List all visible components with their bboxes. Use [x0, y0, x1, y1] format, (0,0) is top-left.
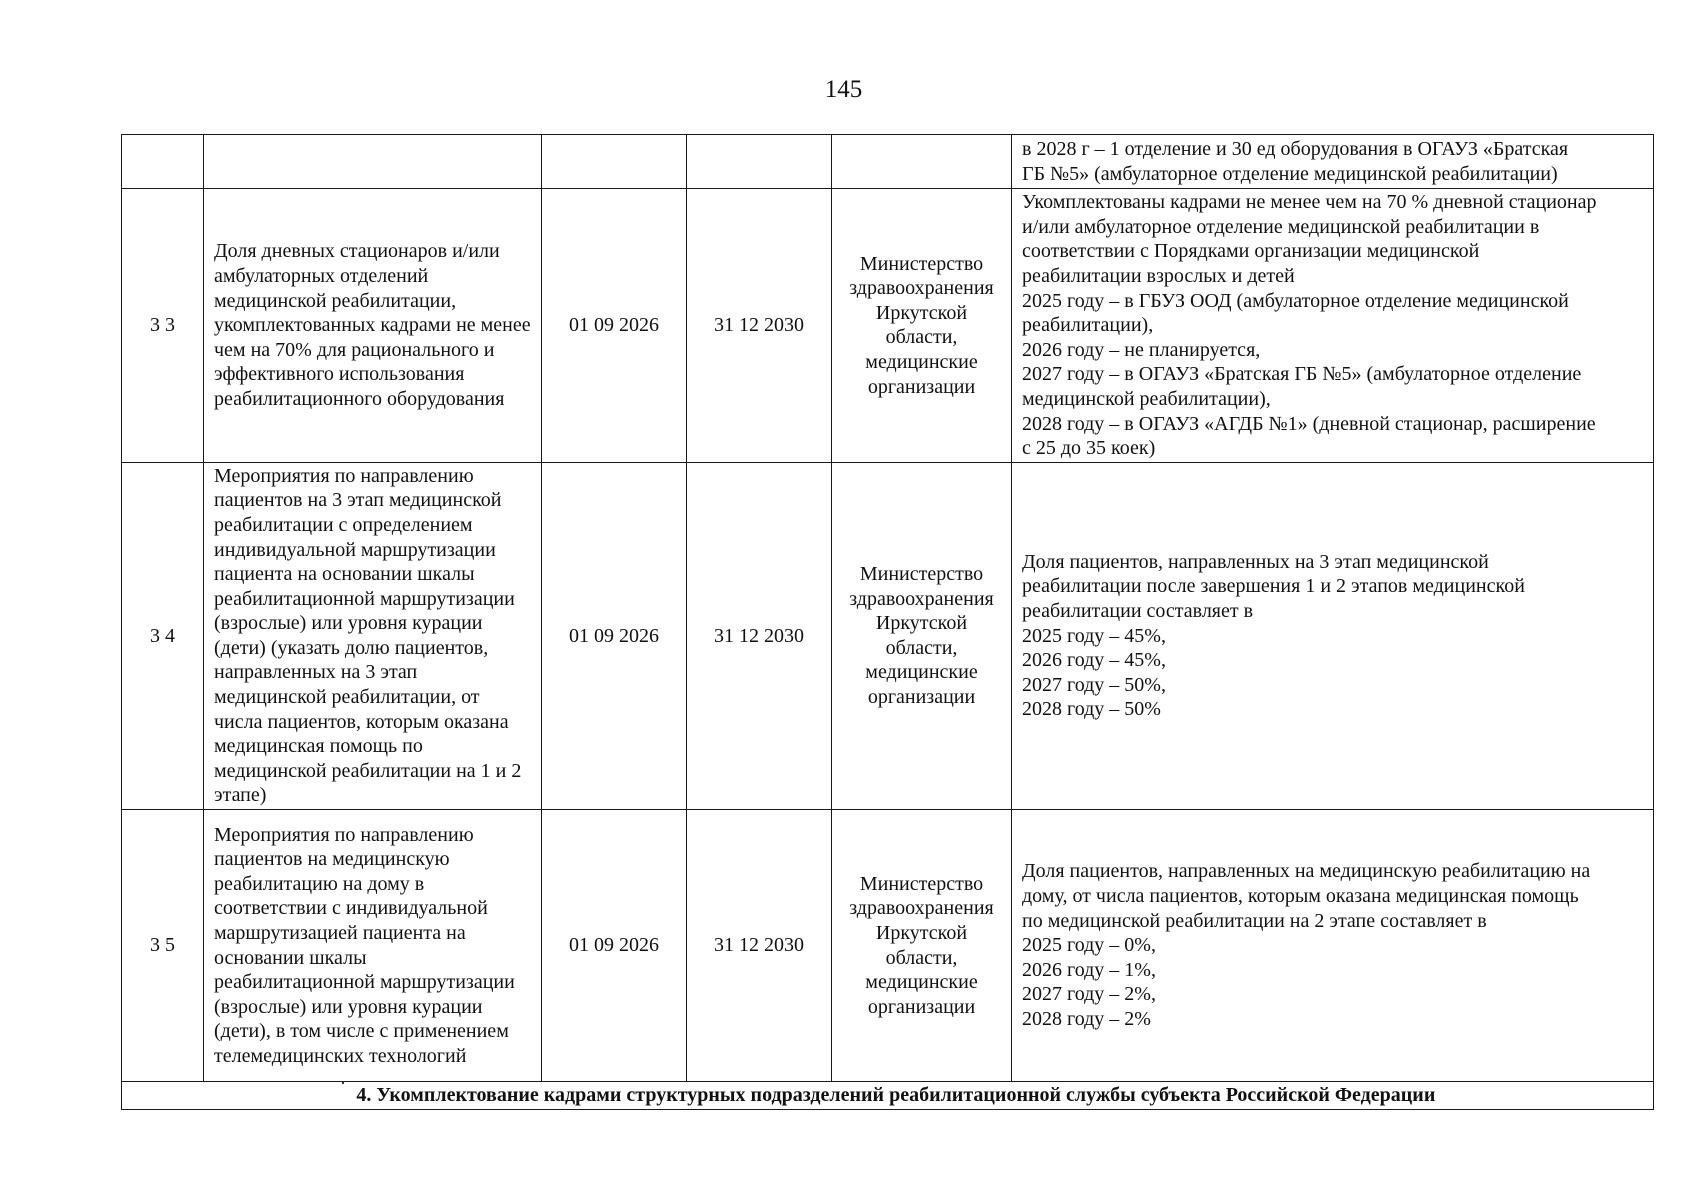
table-row [122, 810, 1654, 1082]
result-line: в 2028 г – 1 отделение и 30 ед оборудования в ОГАУЗ «Братская [1022, 138, 1569, 160]
end-date: 31 12 2030 [687, 462, 832, 809]
empty-cell [122, 135, 204, 189]
result-cell [1012, 135, 1654, 189]
section-heading [122, 1078, 1654, 1110]
start-date: 01 09 2026 [542, 462, 687, 809]
result-line: 2026 году – не планируется, [1022, 338, 1261, 361]
result-line: 2025 году – 45%, [1022, 624, 1166, 647]
row-number: 3 3 [122, 189, 204, 463]
section-title: 4. Укомплектование кадрами структурных подразделений реабилитационной службы субъекта Российской Федерации [356, 1084, 1436, 1107]
start-date: 01 09 2026 [542, 810, 687, 1082]
result-cell [1012, 462, 1654, 809]
result-line: и/или амбулаторное отделение медицинской реабилитации в [1022, 215, 1540, 238]
result-line: Доля пациентов, направленных на 3 этап медицинской [1022, 550, 1489, 573]
result-line: 2026 году – 45%, [1022, 649, 1166, 672]
result-line: дому, от числа пациентов, которым оказана медицинская помощь [1022, 885, 1579, 908]
result-line: 2026 году – 1%, [1022, 958, 1156, 981]
row-number: 3 4 [122, 462, 204, 809]
result-line: Укомплектованы кадрами не менее чем на 70 % дневной стационар [1022, 191, 1597, 214]
result-cell [1012, 810, 1654, 1082]
measures-table [121, 134, 1654, 1110]
measure-name: Мероприятия по направлению пациентов на медицинскую реабилитацию на дому в соответствии с индивидуальной маршрутизацией пациента на основании шкалы реабилитационной маршрутизации (взрослые) или уровня курации (дети), в том числе с применением телемедицинских технологий [204, 810, 542, 1082]
continuation-row [122, 135, 1654, 189]
end-date: 31 12 2030 [687, 810, 832, 1082]
page-number: 145 [824, 76, 863, 103]
responsible: Министерство здравоохранения Иркутской области, медицинские организации [832, 189, 1012, 463]
row-number: 3 5 [122, 810, 204, 1082]
empty-cell [542, 135, 687, 189]
result-line: соответствии с Порядками организации медицинской [1022, 240, 1480, 263]
result-line: реабилитации после завершения 1 и 2 этапов медицинской [1022, 575, 1525, 598]
result-line: ГБ №5» (амбулаторное отделение медицинской реабилитации) [1022, 162, 1558, 185]
responsible: Министерство здравоохранения Иркутской области, медицинские организации [832, 462, 1012, 809]
table-row [122, 189, 1654, 463]
result-line: с 25 до 35 коек) [1022, 437, 1156, 460]
result-line: 2027 году – в ОГАУЗ «Братская ГБ №5» (амбулаторное отделение [1022, 363, 1582, 386]
result-line: 2025 году – 0%, [1022, 934, 1156, 957]
result-line: 2027 году – 2%, [1022, 983, 1156, 1006]
end-date: 31 12 2030 [687, 189, 832, 463]
result-line: 2028 году – в ОГАУЗ «АГДБ №1» (дневной стационар, расширение [1022, 412, 1596, 435]
section-mark: ˙ [339, 1078, 347, 1101]
empty-cell [832, 135, 1012, 189]
result-line: реабилитации), [1022, 314, 1154, 337]
result-line: 2025 году – в ГБУЗ ООД (амбулаторное отделение медицинской [1022, 289, 1569, 312]
result-line: реабилитации взрослых и детей [1022, 264, 1295, 287]
section-row [122, 1082, 1654, 1110]
measure-name: Доля дневных стационаров и/или амбулаторных отделений медицинской реабилитации, укомплектованных кадрами не менее чем на 70% для рационального и эффективного использования реабилитационного оборудования [204, 189, 542, 463]
result-line: 2027 году – 50%, [1022, 673, 1166, 696]
result-line: реабилитации составляет в [1022, 599, 1254, 622]
result-line: Доля пациентов, направленных на медицинскую реабилитацию на [1022, 860, 1591, 883]
empty-cell [687, 135, 832, 189]
result-line: 2028 году – 50% [1022, 698, 1161, 721]
measure-name: Мероприятия по направлению пациентов на 3 этап медицинской реабилитации с определением индивидуальной маршрутизации пациента на основании шкалы реабилитационной маршрутизации (взрослые) или уровня курации (дети) (указать долю пациентов, направленных на 3 этап медицинской реабилитации, от числа пациентов, которым оказана медицинская помощь по медицинской реабилитации на 1 и 2 этапе) [204, 462, 542, 809]
result-cell [1012, 189, 1654, 463]
result-line: 2028 году – 2% [1022, 1008, 1151, 1031]
result-line: по медицинской реабилитации на 2 этапе составляет в [1022, 909, 1487, 932]
table-row [122, 462, 1654, 809]
empty-cell [204, 135, 542, 189]
start-date: 01 09 2026 [542, 189, 687, 463]
responsible: Министерство здравоохранения Иркутской области, медицинские организации [832, 810, 1012, 1082]
result-line: медицинской реабилитации), [1022, 387, 1271, 410]
